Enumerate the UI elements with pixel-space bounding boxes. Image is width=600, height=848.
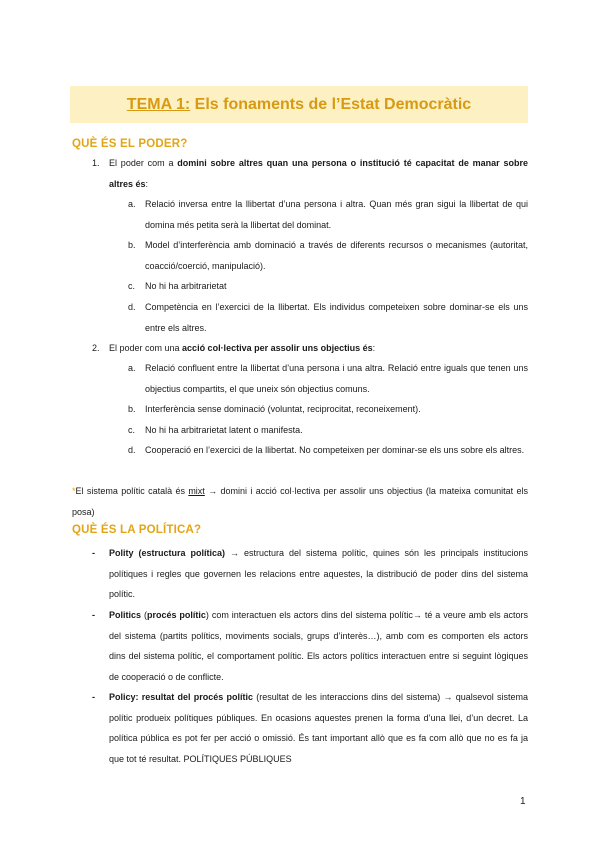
sub-letter: c. <box>128 281 136 291</box>
sub-item-text: No hi ha arbitrarietat <box>145 281 227 291</box>
bullet-dash: - <box>92 692 95 702</box>
polity-term: Polity (estructura política) <box>109 548 225 558</box>
sub-item-text: Interferència sense dominació (voluntat, reciprocitat, reconeixement). <box>145 404 421 414</box>
sub-letter: d. <box>128 302 136 312</box>
item-intro: El poder com una <box>109 343 183 353</box>
item-colon: : <box>145 178 149 189</box>
item-colon: : <box>372 343 376 353</box>
list-item-text <box>109 338 528 359</box>
note-rest: → domini i acció col·lectiva per assolir uns objectius (la mateixa comunitat els posa) <box>72 486 528 517</box>
politics-definition: com interactuen els actors dins del sistema polític→ té a veure amb els actors del sistema (partits polítics, moviments socials, grups d’interès…), amb com es comporten els actors dins del sistema polític, el comportament polític. Els actors polítics interactuen entre si seguint lògiques de cooperació o de conflicte. <box>109 610 529 682</box>
sub-item-text: Relació inversa entre la llibertat d’una persona i altra. Quan més gran sigui la llibertat de qui domina més petita serà la llibertat del dominat. <box>145 199 528 230</box>
note-asterisk: * <box>72 486 76 496</box>
note-intro: El sistema polític català és <box>75 486 189 496</box>
title-banner <box>70 86 528 123</box>
list-number: 1. <box>92 158 100 168</box>
policy-item <box>109 687 528 769</box>
sub-item-text: Model d’interferència amb dominació a través de diferents recursos o mecanismes (autoritat, coacció/coerció, manipulació). <box>145 240 528 271</box>
list-item-text <box>109 153 528 194</box>
policy-term: Policy: resultat del procés polític <box>109 692 253 702</box>
bullet-dash: - <box>92 610 95 620</box>
section-heading-poder: QUÈ ÉS EL PODER? <box>72 138 188 150</box>
sub-letter: c. <box>128 425 136 435</box>
sub-item-text: Competència en l’exercici de la llibertat. Els individus competeixen sobre dominar-se els uns entre els altres. <box>145 302 528 333</box>
note-underlined: mixt <box>188 486 205 496</box>
item-intro: El poder com a <box>109 158 178 168</box>
sub-item-text: No hi ha arbitrarietat latent o manifesta. <box>145 425 303 435</box>
politics-term: Politics <box>109 610 142 620</box>
policy-definition: (resultat de les interaccions dins del sistema) → qualsevol sistema polític produeix polítiques públiques. En ocasions aquestes prenen la forma d’una llei, d’un decret. La política pública es pot fer per acció o omissió. És tant important allò que es fa com allò que no es fa ja que tot té resultat. POLÍTIQUES PÚBLIQUES <box>109 692 528 764</box>
sub-item-text: Relació confluent entre la llibertat d’una persona i una altra. Relació entre iguals que tenen uns objectius compartits, el que uneix són objectius comuns. <box>145 363 528 394</box>
sub-item-text: Cooperació en l’exercici de la llibertat. No competeixen per dominar-se els uns sobre els altres. <box>145 445 525 455</box>
item-bold: acció col·lectiva per assolir uns objectius és <box>182 343 373 353</box>
list-number: 2. <box>92 343 100 353</box>
sub-letter: a. <box>128 199 136 209</box>
politics-subterm: procés polític <box>146 610 206 620</box>
polity-item <box>109 543 528 605</box>
title-text: Els fonaments de l’Estat Democràtic <box>190 96 472 113</box>
mixed-system-note <box>72 481 528 522</box>
item-bold: domini sobre altres quan una persona o institució té capacitat de manar sobre altres és <box>109 158 528 189</box>
politics-item: Politics (procés polític) com interactuen els actors dins del sistema polític→ té a veure amb els actors del sistema (partits polítics, moviments socials, grups d’interès…), amb com es comporten els actors dins del sistema polític, el comportament polític. Els actors polítics interactuen entre si seguint lògiques de cooperació o de conflicte. <box>109 610 529 682</box>
bullet-dash: - <box>92 548 95 558</box>
polity-definition: → estructura del sistema polític, quines són les principals institucions polítiques i regles que governen les relacions entre aquestes, la distribució de poder dins del sistema polític. <box>109 548 528 599</box>
sub-letter: a. <box>128 363 136 373</box>
title-number: TEMA 1: <box>126 96 191 113</box>
sub-letter: d. <box>128 445 136 455</box>
page-number: 1 <box>520 796 526 807</box>
sub-letter: b. <box>128 404 136 414</box>
sub-letter: b. <box>128 240 136 250</box>
section-heading-politica: QUÈ ÉS LA POLÍTICA? <box>72 524 202 536</box>
